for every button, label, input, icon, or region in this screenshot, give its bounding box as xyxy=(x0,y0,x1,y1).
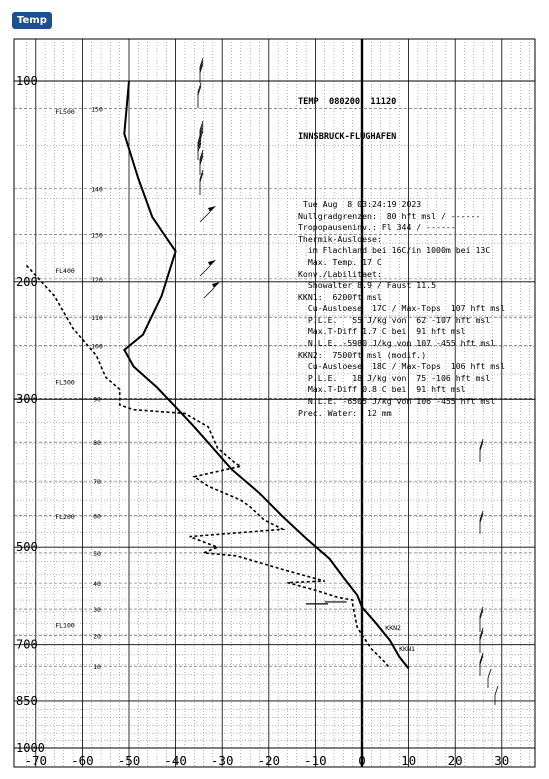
x-tick-label: 20 xyxy=(447,753,463,768)
x-tick-label: 0 xyxy=(358,753,366,768)
height-mark-label: 30 xyxy=(93,606,101,615)
x-tick-label: 30 xyxy=(494,753,510,768)
x-tick-label: -60 xyxy=(71,753,94,768)
info-line: P.L.E. 18 J/kg von 75 -106 hft msl xyxy=(298,372,491,383)
info-line: N.L.E. -6505 J/kg von 106 -455 hft msl xyxy=(298,396,496,407)
height-mark-label: 20 xyxy=(93,632,101,641)
height-mark-label: 50 xyxy=(93,549,101,558)
pressure-tick-label: 100 xyxy=(16,74,38,88)
height-mark-label: 40 xyxy=(93,580,101,589)
height-mark-label: 130 xyxy=(91,231,103,240)
pressure-tick-label: 500 xyxy=(16,540,38,555)
info-line: im Flachland bei 16C/in 1000m bei 13C xyxy=(298,245,491,256)
info-line: Max.T-Diff 0.8 C bei 91 hft msl xyxy=(298,384,466,395)
info-panel xyxy=(298,74,534,431)
height-mark-label: 80 xyxy=(93,439,101,448)
x-tick-label: -40 xyxy=(164,753,187,768)
info-line: N.L.E. -5980 J/kg von 107 -455 hft msl xyxy=(298,338,496,349)
info-line: P.L.E. 55 J/kg von 62 -107 hft msl xyxy=(298,314,491,325)
info-line: Konv./Labilitaet: xyxy=(298,268,382,279)
info-line: Prec. Water: 12 mm xyxy=(298,407,392,418)
height-mark-label: 10 xyxy=(93,663,101,672)
pressure-tick-label: 300 xyxy=(16,392,38,407)
height-mark-label: 70 xyxy=(93,478,101,487)
info-line: Max.T-Diff 1.7 C bei 91 hft msl xyxy=(298,326,466,337)
height-mark-label: 100 xyxy=(91,342,103,351)
info-line: Max. Temp. 17 C xyxy=(298,256,382,267)
info-line: Cu-Ausloese 17C / Max-Tops 107 hft msl xyxy=(298,303,506,314)
info-line: Nullgradgrenzen: 80 hft msl / ------ xyxy=(298,210,481,221)
x-tick-label: -50 xyxy=(117,753,141,768)
info-line: KKN1: 6200ft msl xyxy=(298,291,382,302)
height-mark-label: 90 xyxy=(93,395,101,404)
pressure-tick-label: 850 xyxy=(16,693,38,708)
pressure-tick-label: 700 xyxy=(16,637,38,652)
info-title: TEMP 080200 11120 xyxy=(298,97,397,108)
height-mark-label: 140 xyxy=(91,185,103,194)
info-lines xyxy=(298,199,534,419)
x-tick-label: -30 xyxy=(210,753,234,768)
info-line: Tue Aug 8 03:24:19 2023 xyxy=(298,198,422,209)
x-tick-label: -10 xyxy=(304,753,327,768)
height-mark-label: 60 xyxy=(93,512,101,521)
flight-level-label: FL300 xyxy=(55,378,75,387)
info-line: Cu-Ausloese 18C / Max-Tops 106 hft msl xyxy=(298,361,506,372)
height-mark-label: 110 xyxy=(91,314,103,323)
height-mark-label: 150 xyxy=(91,105,103,114)
x-tick-label: -20 xyxy=(257,753,281,768)
annotation-label: KKN1 xyxy=(399,645,415,654)
flight-level-label: FL500 xyxy=(55,108,75,117)
x-tick-label: -70 xyxy=(24,753,48,768)
info-station: INNSBRUCK-FLUGHAFEN xyxy=(298,131,397,142)
info-line: Tropopauseninv.: Fl 344 / ------ xyxy=(298,222,456,233)
info-line: Showalter 8.9 / Faust 11.5 xyxy=(298,280,437,291)
annotation-label: KKN2 xyxy=(385,623,401,632)
flight-level-label: FL200 xyxy=(55,513,75,522)
flight-level-label: FL400 xyxy=(55,266,75,275)
flight-level-label: FL100 xyxy=(55,621,75,630)
height-mark-label: 120 xyxy=(91,275,103,284)
pressure-tick-label: 1000 xyxy=(16,741,45,755)
info-line: Thermik-Ausloese: xyxy=(298,233,382,244)
temp-badge[interactable]: Temp xyxy=(12,12,52,29)
x-tick-label: 10 xyxy=(401,753,417,768)
pressure-tick-label: 200 xyxy=(16,274,38,289)
info-line: KKN2: 7500ft msl (modif.) xyxy=(298,349,427,360)
